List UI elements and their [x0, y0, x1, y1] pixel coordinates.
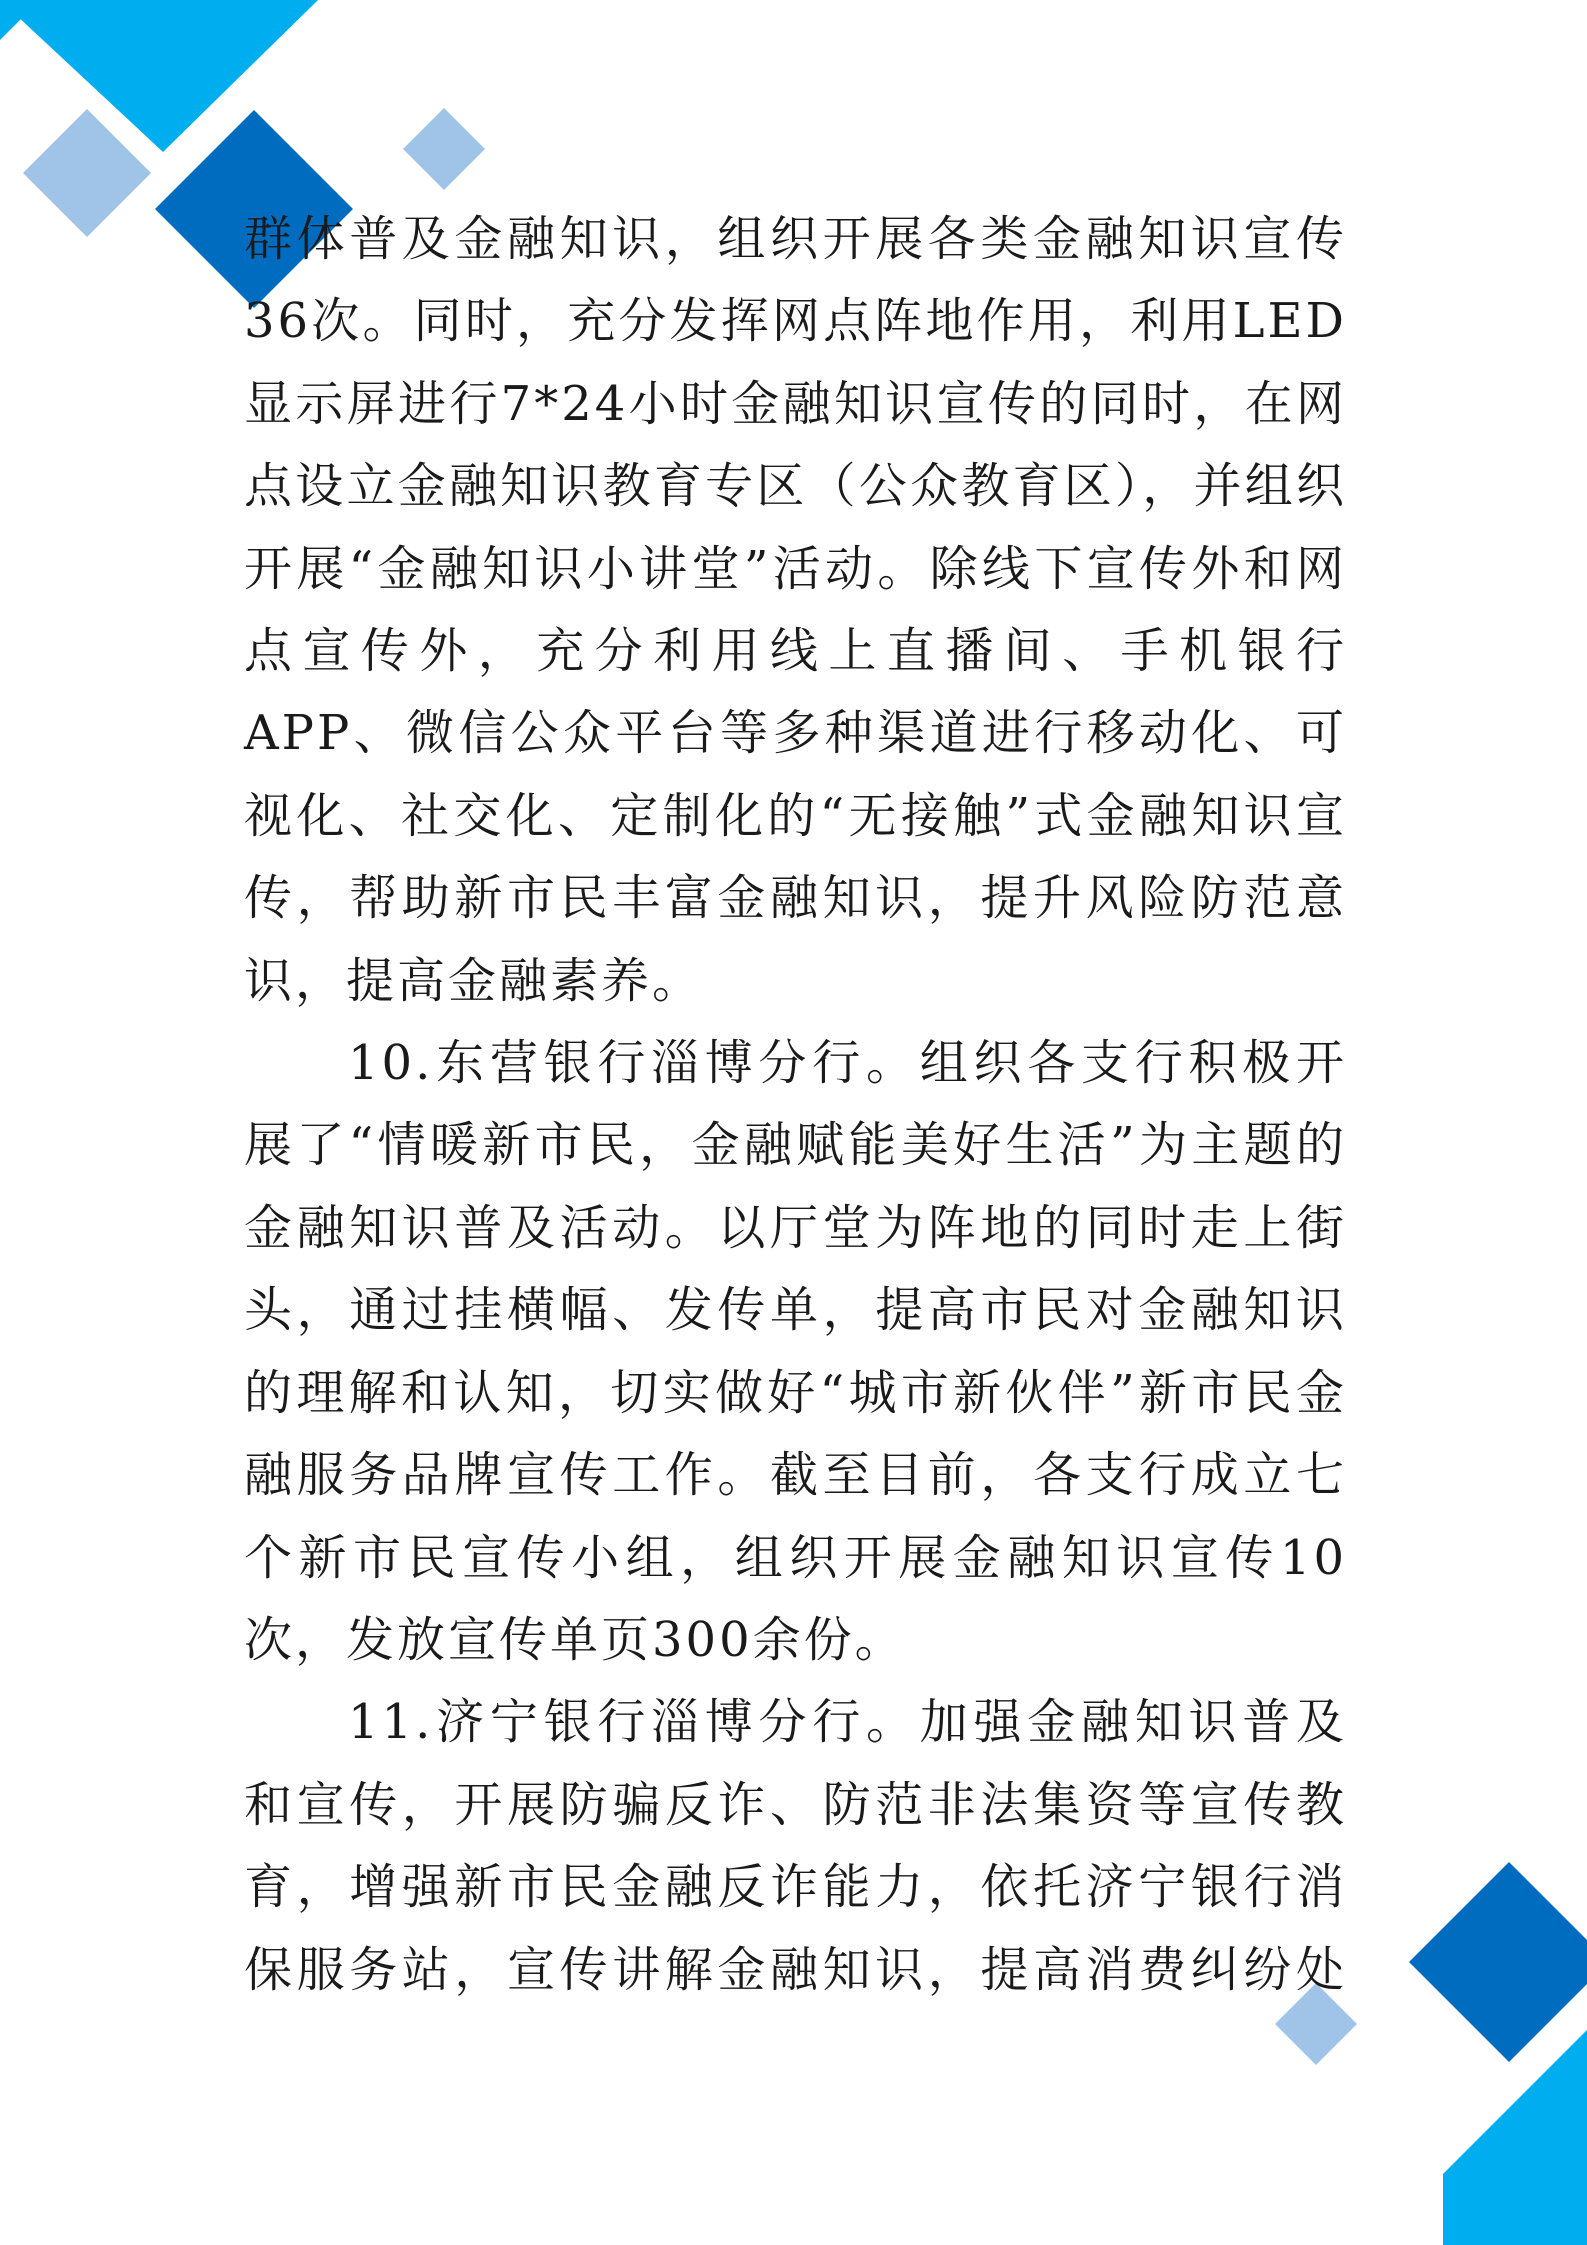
bottom-right-triangle — [1443, 2030, 1587, 2245]
paragraph-item-10: 10.东营银行淄博分行。组织各支行积极开展了“情暖新市民，金融赋能美好生活”为主题的金融知识普及活动。以厅堂为阵地的同时走上街头，通过挂横幅、发传单，提高市民对金融知识的理解和认知，切实做好“城市新伙伴”新市民金融服务品牌宣传工作。截至目前，各支行成立七个新市民宣传小组，组织开展金融知识宣传10次，发放宣传单页300余份。 — [244, 1035, 1347, 1668]
paragraph-item-11: 11.济宁银行淄博分行。加强金融知识普及和宣传，开展防骗反诈、防范非法集资等宣传教育，增强新市民金融反诈能力，依托济宁银行消保服务站，宣传讲解金融知识，提高消费纠纷处 — [244, 1694, 1347, 1998]
dark-diamond-bottom — [1409, 1862, 1587, 2062]
light-diamond-small — [403, 108, 485, 190]
paragraph-continuation: 群体普及金融知识，组织开展各类金融知识宣传36次。同时，充分发挥网点阵地作用，利用LED显示屏进行7*24小时金融知识宣传的同时，在网点设立金融知识教育专区（公众教育区），并组织开展“金融知识小讲堂”活动。除线下宣传外和网点宣传外，充分利用线上直播间、手机银行APP、微信公众平台等多种渠道进行移动化、可视化、社交化、定制化的“无接触”式金融知识宣传，帮助新市民丰富金融知识，提升风险防范意识，提高金融素养。 — [244, 211, 1347, 1009]
light-diamond-left — [23, 109, 151, 237]
document-body — [244, 198, 1347, 2011]
